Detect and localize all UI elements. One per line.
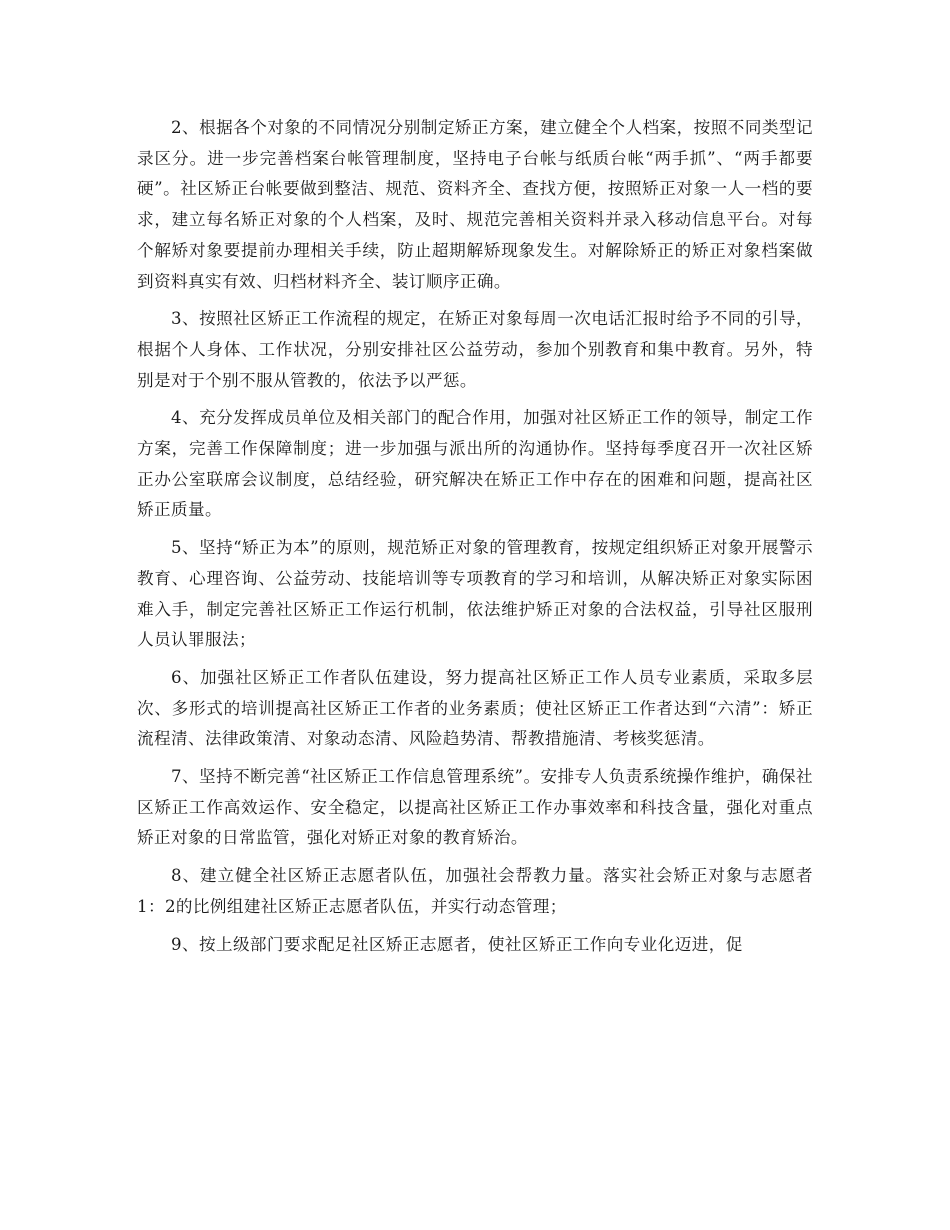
document-body [137,113,813,967]
paragraph-7: 7、坚持不断完善“社区矫正工作信息管理系统”。安排专人负责系统操作维护，确保社区矫正工作高效运作、安全稳定，以提高社区矫正工作办事效率和科技含量，强化对重点矫正对象的日常监管，强化对矫正对象的教育矫治。 [137,767,813,848]
paragraph-9: 9、按上级部门要求配足社区矫正志愿者，使社区矫正工作向专业化迈进，促 [171,934,743,954]
paragraph-8: 8、建立健全社区矫正志愿者队伍，加强社会帮教力量。落实社会矫正对象与志愿者1：2的比例组建社区矫正志愿者队伍，并实行动态管理； [137,866,813,916]
paragraph-6: 6、加强社区矫正工作者队伍建设，努力提高社区矫正工作人员专业素质，采取多层次、多形式的培训提高社区矫正工作者的业务素质；使社区矫正工作者达到“六清”：矫正流程清、法律政策清、对象动态清、风险趋势清、帮教措施清、考核奖惩清。 [137,667,813,749]
paragraph-2: 2、根据各个对象的不同情况分别制定矫正方案，建立健全个人档案，按照不同类型记录区分。进一步完善档案台帐管理制度，坚持电子台帐与纸质台帐“两手抓”、“两手都要硬”。社区矫正台帐要做到整洁、规范、资料齐全、查找方便，按照矫正对象一人一档的要求，建立每名矫正对象的个人档案，及时、规范完善相关资料并录入移动信息平台。对每个解矫对象要提前办理相关手续，防止超期解矫现象发生。对解除矫正的矫正对象档案做到资料真实有效、归档材料齐全、装订顺序正确。 [137,118,813,291]
paragraph-4: 4、充分发挥成员单位及相关部门的配合作用，加强对社区矫正工作的领导，制定工作方案，完善工作保障制度；进一步加强与派出所的沟通协作。坚持每季度召开一次社区矫正办公室联席会议制度，总结经验，研究解决在矫正工作中存在的困难和问题，提高社区矫正质量。 [137,408,813,520]
paragraph-5: 5、坚持“矫正为本”的原则，规范矫正对象的管理教育，按规定组织矫正对象开展警示教育、心理咨询、公益劳动、技能培训等专项教育的学习和培训，从解决矫正对象实际困难入手，制定完善社区矫正工作运行机制，依法维护矫正对象的合法权益，引导社区服刑人员认罪服法； [137,538,813,650]
paragraph-3: 3、按照社区矫正工作流程的规定，在矫正对象每周一次电话汇报时给予不同的引导，根据个人身体、工作状况，分别安排社区公益劳动，参加个别教育和集中教育。另外，特别是对于个别不服从管教的，依法予以严惩。 [137,309,813,390]
